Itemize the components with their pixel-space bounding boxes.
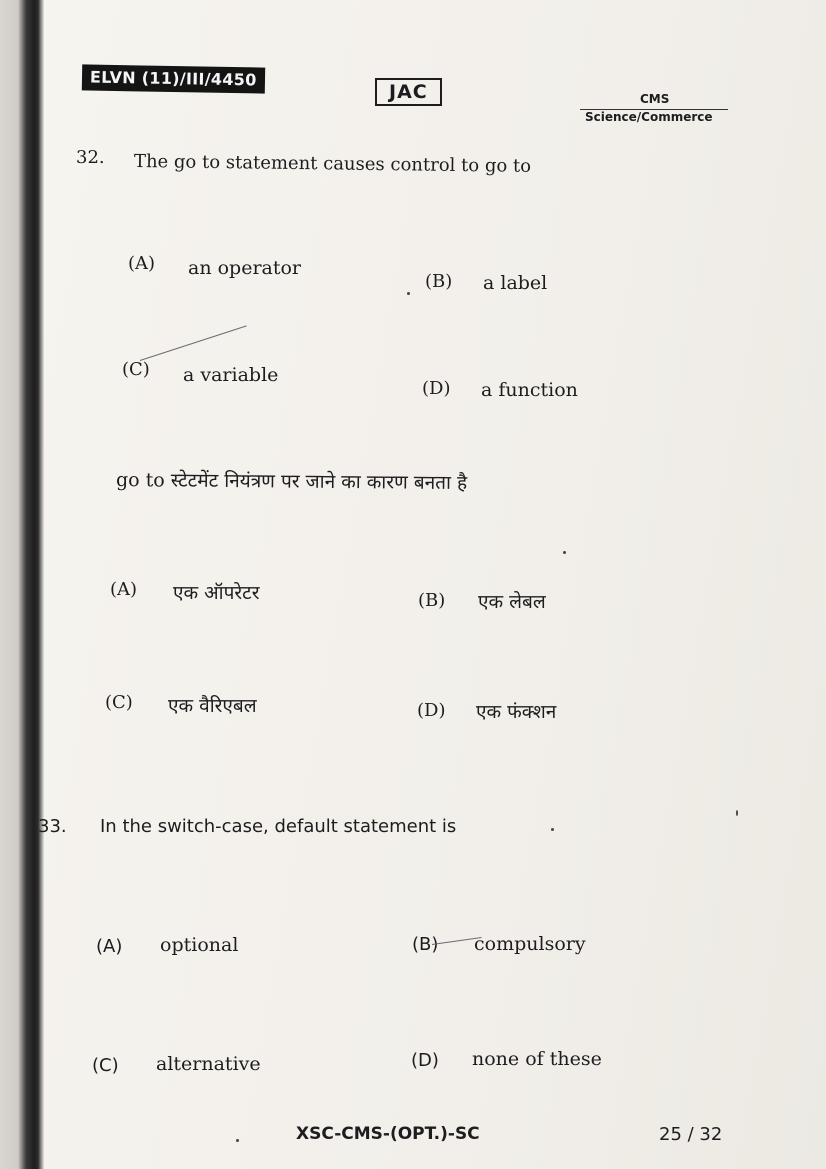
q32-option-a-text: an operator bbox=[188, 257, 302, 279]
page-number: 25 / 32 bbox=[659, 1124, 723, 1145]
question-32-text-hi: go to स्टेटमेंट नियंत्रण पर जाने का कारण बनता है bbox=[115, 469, 468, 495]
ink-speck bbox=[563, 551, 566, 554]
page-binding-shadow bbox=[0, 0, 44, 1169]
q32-option-d-text: a function bbox=[481, 379, 578, 401]
q32-hi-option-c-letter: (C) bbox=[105, 692, 133, 713]
q32-option-b-text: a label bbox=[483, 272, 548, 294]
question-33-number: 33. bbox=[38, 816, 67, 837]
q32-option-c-text: a variable bbox=[183, 364, 279, 386]
footer-paper-code: XSC-CMS-(OPT.)-SC bbox=[296, 1124, 480, 1144]
q33-option-d-letter: (D) bbox=[411, 1050, 439, 1071]
q33-option-a-letter: (A) bbox=[96, 936, 123, 957]
stream-subject: CMS bbox=[640, 92, 670, 106]
q33-option-b-letter: (B) bbox=[412, 934, 439, 955]
q33-option-c-letter: (C) bbox=[92, 1055, 119, 1076]
q33-option-c-text: alternative bbox=[156, 1053, 261, 1075]
q32-hi-option-c-text: एक वैरिएबल bbox=[168, 695, 257, 717]
ink-speck bbox=[236, 1139, 239, 1142]
ink-speck bbox=[551, 828, 554, 831]
q32-option-c-letter: (C) bbox=[122, 359, 150, 380]
ink-speck bbox=[736, 810, 738, 816]
q32-option-d-letter: (D) bbox=[422, 378, 451, 399]
q33-option-d-text: none of these bbox=[472, 1048, 602, 1070]
q32-option-a-letter: (A) bbox=[128, 253, 156, 274]
question-32-text-en: The go to statement causes control to go to bbox=[133, 151, 532, 177]
question-32-number: 32. bbox=[76, 147, 105, 168]
q32-hi-option-b-letter: (B) bbox=[418, 590, 446, 611]
ink-speck bbox=[407, 292, 410, 295]
q32-hi-option-d-text: एक फंक्शन bbox=[476, 701, 557, 723]
paper-code-badge: ELVN (11)/III/4450 bbox=[82, 64, 265, 93]
q32-hi-option-b-text: एक लेबल bbox=[478, 591, 546, 613]
question-33-text-en: In the switch-case, default statement is bbox=[100, 816, 457, 837]
q32-hi-option-a-text: एक ऑपरेटर bbox=[173, 582, 260, 604]
board-name-box: JAC bbox=[375, 78, 442, 106]
q33-option-b-text: compulsory bbox=[474, 933, 586, 955]
q32-hi-option-d-letter: (D) bbox=[417, 700, 446, 721]
stream-name: Science/Commerce bbox=[585, 110, 713, 124]
q32-hi-option-a-letter: (A) bbox=[110, 579, 138, 600]
q32-option-b-letter: (B) bbox=[425, 271, 453, 292]
q33-option-a-text: optional bbox=[160, 934, 239, 956]
